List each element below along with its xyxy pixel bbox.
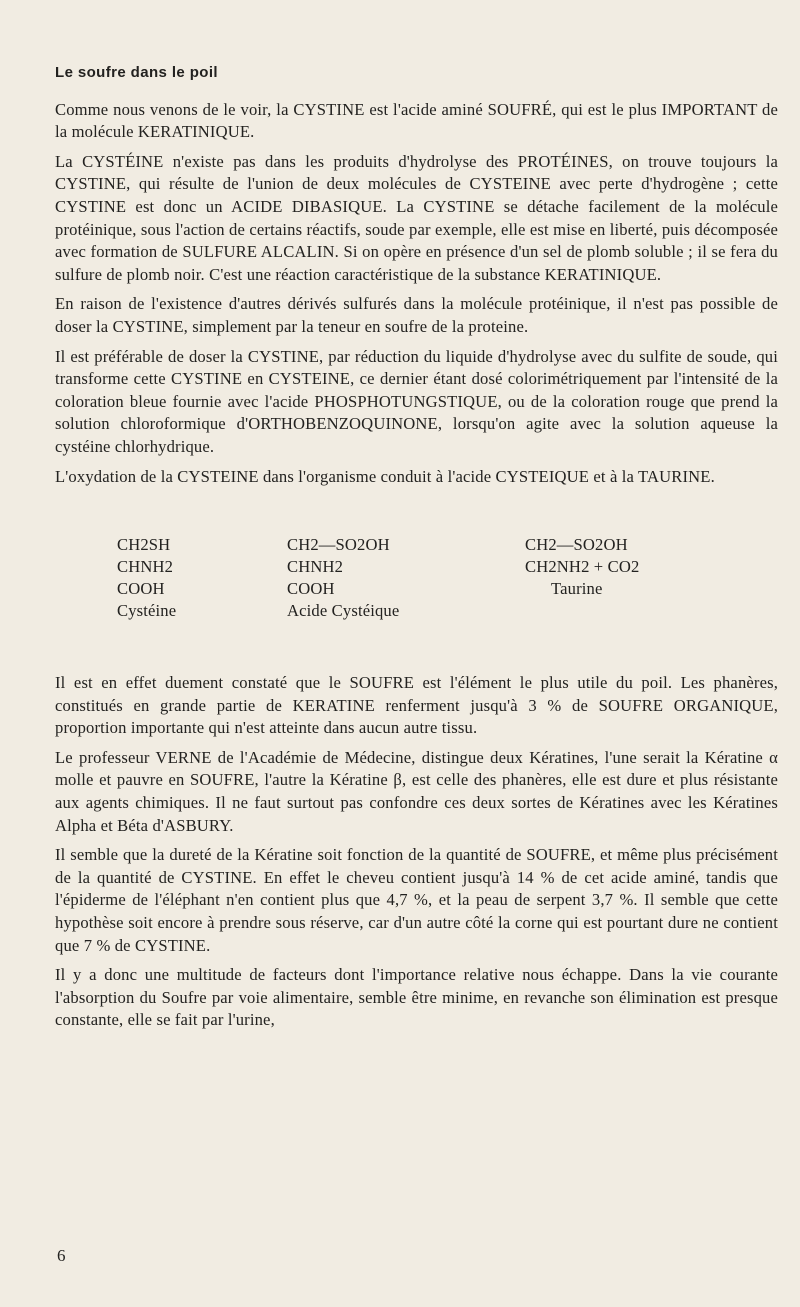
formula-line: COOH (117, 579, 165, 599)
formula-line: CH2—SO2OH (525, 535, 628, 555)
section-heading: Le soufre dans le poil (55, 64, 218, 81)
paragraph: La CYSTÉINE n'existe pas dans les produits d'hydrolyse des PROTÉINES, on trouve toujours la CYSTINE, qui résulte de l'union de deux molécules de CYSTEINE avec perte d'hydrogène ; cette CYSTINE est donc un ACIDE DIBASIQUE. La CYSTINE se détache facilement de la molécule protéinique, sous l'action de certains réactifs, soude par exemple, elle est mise en liberté, puis décomposée avec formation de SULFURE ALCALIN. Si on opère en présence d'un sel de plomb soluble ; il se fera du sulfure de plomb noir. C'est une réaction caractéristique de la substance KERATINIQUE. (55, 151, 778, 284)
chemical-formulas (55, 534, 778, 638)
formula-taurine (525, 534, 639, 601)
page-content (55, 62, 778, 1039)
formula-name: Acide Cystéique (287, 601, 400, 621)
paragraph: Il est en effet duement constaté que le SOUFRE est l'élément le plus utile du poil. Les phanères, constitués en grande partie de KERATINE renferment jusqu'à 3 % de SOUFRE ORGANIQUE, proportion importante qui n'est atteinte dans aucun autre tissu. (55, 673, 778, 738)
formula-cysteic-acid (287, 534, 399, 623)
paragraph: L'oxydation de la CYSTEINE dans l'organisme conduit à l'acide CYSTEIQUE et à la TAURINE. (55, 466, 715, 486)
formula-name: Taurine (551, 579, 603, 599)
paragraph: Le professeur VERNE de l'Académie de Médecine, distingue deux Kératines, l'une serait la Kératine α molle et pauvre en SOUFRE, l'autre la Kératine β, est celle des phanères, elle est dure et plus résistante aux agents chimiques. Il ne faut surtout pas confondre ces deux sortes de Kératines avec les Kératines Alpha et Béta d'ASBURY. (55, 747, 778, 835)
paragraph: Il semble que la dureté de la Kératine soit fonction de la quantité de SOUFRE, et même plus précisément de la quantité de CYSTINE. En effet le cheveu contient jusqu'à 14 % de cet acide aminé, tandis que l'épiderme de l'éléphant n'en contient plus que 4,7 %, et la peau de serpent 3,7 %. Il semble que cette hypothèse soit encore à prendre sous réserve, car d'un autre côté la corne qui est pourtant dure ne contient que 7 % de CYSTINE. (55, 845, 778, 955)
formula-line: CH2SH (117, 535, 171, 555)
formula-line: COOH (287, 579, 335, 599)
formula-line: CHNH2 (117, 557, 174, 577)
formula-line: CH2—SO2OH (287, 535, 390, 555)
formula-line: CH2NH2 + CO2 (525, 557, 640, 577)
formula-line: CHNH2 (287, 557, 344, 577)
formula-cysteine (117, 534, 176, 623)
paragraph: En raison de l'existence d'autres dérivés sulfurés dans la molécule protéinique, il n'est pas possible de doser la CYSTINE, simplement par la teneur en soufre de la proteine. (55, 294, 778, 336)
formula-name: Cystéine (117, 601, 177, 621)
page-number: 6 (57, 1246, 66, 1265)
paragraph: Il est préférable de doser la CYSTINE, par réduction du liquide d'hydrolyse avec du sulfite de soude, qui transforme cette CYSTINE en CYSTEINE, ce dernier étant dosé colorimétriquement par l'intensité de la coloration bleue fournie avec l'acide PHOSPHOTUNGSTIQUE, ou de la coloration rouge que prend la solution chloroformique d'ORTHOBENZOQUINONE, lorsqu'on agite avec la solution aqueuse la cystéine chlorhydrique. (55, 346, 778, 456)
paragraph: Il y a donc une multitude de facteurs dont l'importance relative nous échappe. Dans la vie courante l'absorption du Soufre par voie alimentaire, semble être minime, en revanche son élimination est presque constante, elle se fait par l'urine, (55, 965, 778, 1030)
paragraph: Comme nous venons de le voir, la CYSTINE est l'acide aminé SOUFRÉ, qui est le plus IMPORTANT de la molécule KERATINIQUE. (55, 99, 778, 142)
